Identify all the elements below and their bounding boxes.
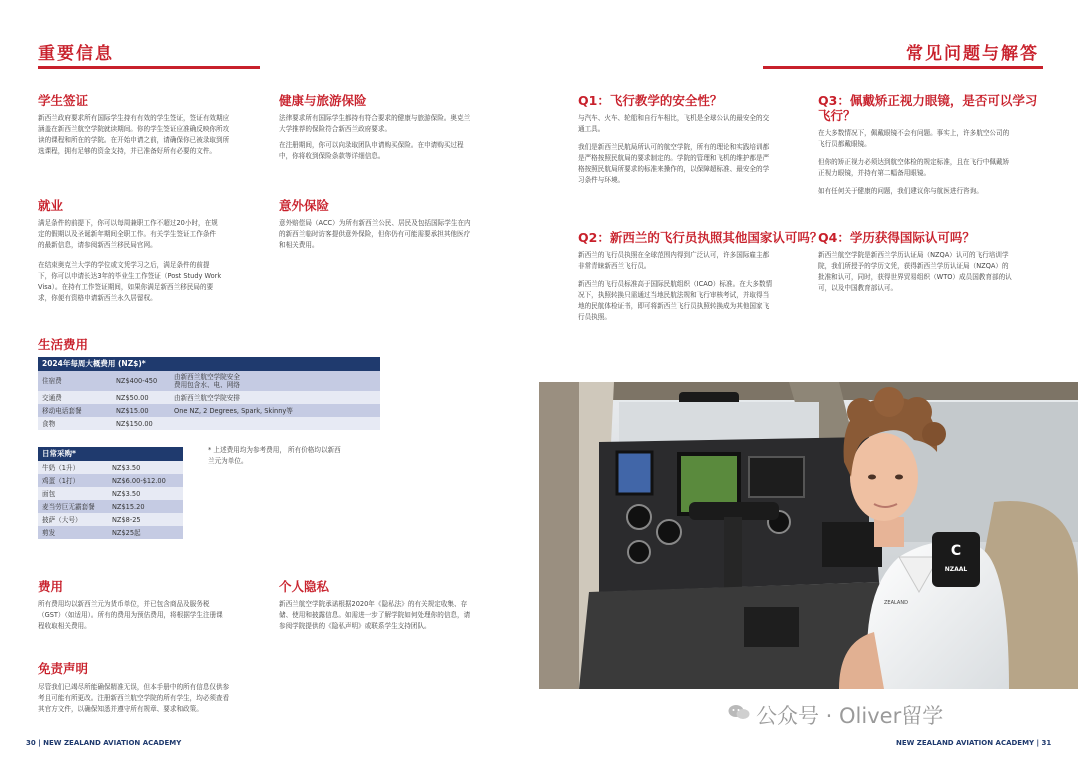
cockpit-student-photo <box>539 382 1078 689</box>
q2-text: 新西兰的飞行员执照在全球范围内得到广泛认可，许多国际雇主都 非常青睐新西兰飞行员。 新西兰的飞行员标准高于国际民航组织（ICAO）标准。在大多数情 况下，执照转换只需通过当地民航法规和飞行审核考试，并取得当 地的民航体检证书，即可将新西兰飞行员执照转换成为其他国家飞 行员执照。 <box>578 251 773 321</box>
left-header-rule <box>38 66 260 69</box>
chest-logo-text: ZEALAND <box>884 600 908 606</box>
employment-text: 满足条件的前提下，你可以每周兼职工作不超过20小时，在规 定的假期以及圣诞新年期间全职工作。有关学生签证工作条件 的最新信息，请参阅新西兰移民局官网。 在结束奥克兰大学的学位或文凭学习之后，满足条件的前提 下，你可以申请长达3年的毕业生工作签证（Post Study Work Visa）。在持有工作签证期间，如果你满足新西兰移民局的要 求，你便有资格申请新西兰永久居留权。 <box>38 219 222 302</box>
health-insurance-text: 法律要求所有国际学生都持有符合要求的健康与旅游保险。奥克兰 大学推荐的保险符合新西兰政府要求。 在注册期间，你可以向录取团队申请购买保险。在申请购买过程 中，你将收到保险条款等详细信息。 <box>279 114 471 160</box>
table-row: 鸡蛋（1打） NZ$6.00-$12.00 <box>38 474 183 487</box>
right-page-header: 常见问题与解答 <box>906 44 1039 64</box>
disclaimer-text: 尽管我们已竭尽所能确保精准无误，但本手册中的所有信息仅供参 考且可能有所更改。注册新西兰航空学院的所有学生，均必须查看 其官方文件，以确保知悉并遵守所有规章、要求和政策。 <box>38 683 230 713</box>
left-page-footer: 30 | NEW ZEALAND AVIATION ACADEMY <box>26 739 182 747</box>
table-row: 移动电话套餐 NZ$15.00 One NZ, 2 Degrees, Spark, Skinny等 <box>38 404 380 417</box>
privacy-heading: 个人隐私 <box>279 579 330 594</box>
shoulder-badge-text: NZAAL <box>944 566 968 573</box>
q4-heading: Q4：学历获得国际认可吗？ <box>818 230 975 245</box>
q3-text: 在大多数情况下，佩戴眼镜不会有问题。事实上，许多航空公司的 飞行员都戴眼镜。 但你的矫正视力必须达到航空体检的规定标准，且在飞行中佩戴矫 正视力眼镜，并持有第二幅备用眼镜。 如有任何关于健康的问题，我们建议你与航医进行咨询。 <box>818 129 1010 195</box>
health-insurance-heading: 健康与旅游保险 <box>279 93 367 108</box>
left-page-header: 重要信息 <box>38 44 114 64</box>
q1-heading: Q1：飞行教学的安全性？ <box>578 93 723 108</box>
living-costs-heading: 生活费用 <box>38 337 89 352</box>
weekly-costs-table <box>38 357 380 430</box>
employment-heading: 就业 <box>38 198 64 213</box>
weekly-table-title: 2024年每周大概费用 (NZ$)* <box>38 357 380 371</box>
right-page-footer: NEW ZEALAND AVIATION ACADEMY | 31 <box>896 739 1052 747</box>
daily-table-title: 日常采购* <box>38 447 183 461</box>
accident-insurance-heading: 意外保险 <box>279 198 330 213</box>
student-visa-heading: 学生签证 <box>38 93 89 108</box>
fees-heading: 费用 <box>38 579 64 594</box>
cost-footnote: * 上述费用均为参考费用， 所有价格均以新西 兰元为单位。 <box>208 446 341 465</box>
table-row: 披萨（大号） NZ$8-25 <box>38 513 183 526</box>
daily-purchases-table <box>38 447 183 539</box>
watermark-text: 公众号 · Oliver留学 <box>756 704 944 728</box>
table-row: 麦当劳巨无霸套餐 NZ$15.20 <box>38 500 183 513</box>
table-row: 面包 NZ$3.50 <box>38 487 183 500</box>
wechat-icon <box>728 704 750 720</box>
disclaimer-heading: 免责声明 <box>38 661 89 676</box>
student-visa-text: 新西兰政府要求所有国际学生持有有效的学生签证，签证有效期应 涵盖在新西兰航空学院就读期间。你的学生签证应准确反映你所攻 读的课程和所在的学院。在开始申请之前，请确保你已被录取到所 选课程，拥有足够的资金支持，并已准备好所有必要的文件。 <box>38 114 230 155</box>
table-row: 牛奶（1升） NZ$3.50 <box>38 461 183 474</box>
q3-heading: Q3：佩戴矫正视力眼镜，是否可以学习 飞行？ <box>818 93 1038 123</box>
table-row: 剪发 NZ$25起 <box>38 526 183 539</box>
q2-heading: Q2：新西兰的飞行员执照其他国家认可吗？ <box>578 230 823 245</box>
shoulder-badge-letter: C <box>950 543 962 559</box>
table-row: 交通费 NZ$50.00 由新西兰航空学院安排 <box>38 391 380 404</box>
q4-text: 新西兰航空学院是新西兰学历认证局（NZQA）认可的飞行培训学 院，我们所授予的学历文凭，获得新西兰学历认证局（NZQA）的 批准和认可，同时，获得世界贸易组织（WTO）成员国教育部的认 可，以及中国教育部认可。 <box>818 251 1012 292</box>
fees-text: 所有费用均以新西兰元为货币单位，并已包含商品及服务税 （GST）（如适用）。所有的费用为预估费用，将根据学生注册课 程收取相关费用。 <box>38 600 223 630</box>
right-header-rule <box>763 66 1043 69</box>
table-row: 住宿费 NZ$400-450 由新西兰航空学院安全 费用包含水、电、网络 <box>38 371 380 391</box>
privacy-text: 新西兰航空学院承诺根据2020年《隐私法》的有关规定收集、存 储、使用和披露信息。如需进一步了解学院如何处理你的信息，请 参阅学院提供的《隐私声明》或联系学生支持团队。 <box>279 600 471 630</box>
accident-insurance-text: 意外赔偿局（ACC）为所有新西兰公民、居民及包括国际学生在内 的新西兰临时访客提供意外保险，但你仍有可能需要承担其他医疗 和相关费用。 <box>279 219 471 249</box>
table-row: 食物 NZ$150.00 <box>38 417 380 430</box>
q1-text: 与汽车、火车、轮船和自行车相比，飞机是全球公认的最安全的交 通工具。 我们是新西兰民航局所认可的航空学院，所有的理论和实践培训都 是严格按照民航局的要求制定的。学院的管理和飞机的维护都是严 格按照民航局所要求的标准来操作的，以保障超标准、最安全的学 习条件与环境。 <box>578 114 770 184</box>
